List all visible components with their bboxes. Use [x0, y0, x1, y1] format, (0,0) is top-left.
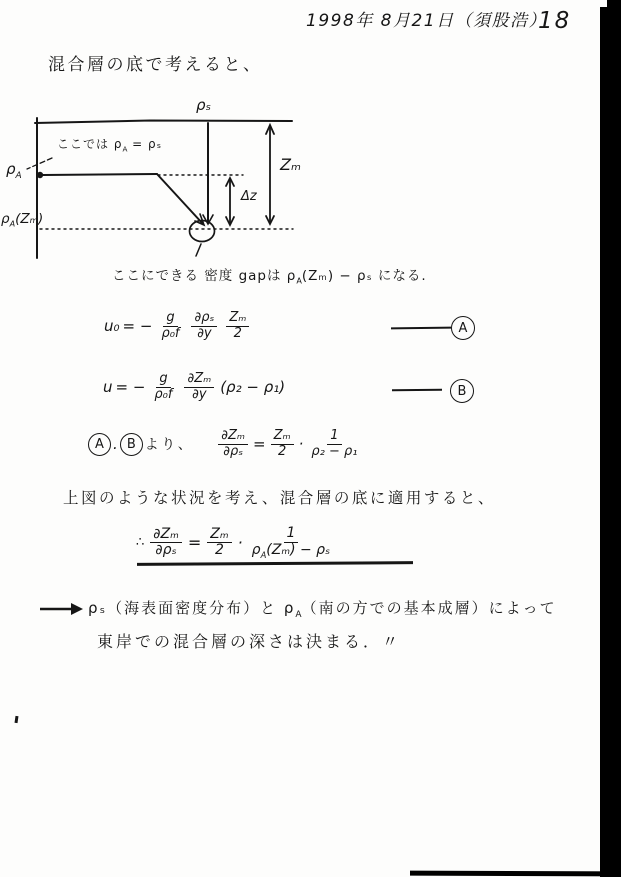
page-number: 18 [538, 8, 572, 34]
mixed-layer-diagram [0, 90, 320, 270]
fraction: $\frac{\text{∂Zₘ}}{\text{∂ρₛ}}$ [150, 527, 182, 559]
eqA-lhs: u₀ [104, 317, 120, 336]
fraction: $\frac{\text{∂ρₛ}}{\partial y}$ [191, 311, 217, 341]
arrow-icon [38, 600, 84, 618]
final-equation-underline [137, 561, 413, 566]
zm-arrow [266, 125, 274, 224]
eqB-lhs: u [103, 378, 113, 397]
reference-line-A [391, 327, 451, 330]
conclusion-line-2: 東岸での混合層の深さは決まる．〃 [97, 632, 402, 651]
fraction: $\frac{g}{\text{ρ₀f}}$ [154, 371, 173, 402]
date-header: 1998年 8月21日（須股浩） [306, 11, 548, 31]
highlight-tick [196, 244, 201, 256]
equals: = [253, 435, 266, 454]
fraction: $\frac{\text{∂Zₘ}}{\text{∂ρₛ}}$ [218, 429, 248, 459]
multiplication-dot: · [298, 435, 304, 454]
final-equation [136, 526, 336, 560]
final-denominator: $\rho_A(Z_m) - \rho_s$ [251, 541, 331, 560]
fraction: $\frac{1}{\text{ρ₂ − ρ₁}}$ [311, 428, 358, 459]
multiplication-dot: · [237, 533, 243, 553]
rho-A-label: $\rho_A$ [6, 160, 22, 181]
stray-ink-mark [15, 716, 19, 723]
therefore-sign: ∴ [136, 535, 145, 551]
diagram-annotation: ここでは $\rho_A = \rho_s$ [57, 137, 163, 154]
circled-A: A [88, 433, 111, 456]
eqB-rel: = − [115, 378, 146, 397]
rho-A-zm-label: $\rho_A(Z_m)$ [1, 211, 44, 229]
eqA-rel: = − [122, 317, 153, 336]
fraction: $\frac{\text{Zₘ}}{2}$ [207, 527, 231, 559]
sea-surface-line [35, 121, 292, 124]
derivation-line [88, 429, 363, 459]
yori-text: より、 [144, 437, 195, 454]
scan-edge-band-right [600, 0, 621, 877]
equation-A [104, 311, 252, 341]
diagonal-line [157, 174, 203, 224]
circled-B: B [450, 379, 474, 403]
eqB-tail: (ρ₂ − ρ₁) [220, 378, 286, 397]
conclusion-line-1: ρₛ（海表面密度分布）と $\rho_A$（南の方での基本成層）によって [88, 599, 557, 620]
reference-line-B [392, 389, 442, 392]
fraction: $\frac{\text{Zₘ}}{2}$ [271, 429, 294, 459]
scan-edge-band-bottom [410, 871, 621, 877]
fraction: $\frac{\text{∂Zₘ}}{\partial y}$ [184, 372, 214, 402]
separator: . [113, 435, 118, 454]
fraction: $\frac{g}{\text{ρ₀f}}$ [161, 310, 180, 341]
zm-label: Zₘ [280, 155, 301, 174]
intro-line: 混合層の底で考えると、 [48, 55, 263, 75]
fraction: $\frac{\text{Zₘ}}{2}$ [226, 311, 249, 341]
delta-z-arrow [226, 178, 234, 225]
circled-A: A [451, 316, 475, 340]
equals: = [187, 533, 202, 553]
equation-B [103, 372, 285, 402]
situation-sentence: 上図のような状況を考え、混合層の底に適用すると、 [63, 489, 496, 507]
circled-B: B [120, 433, 143, 456]
delta-z-label: Δz [241, 189, 257, 204]
fraction: $\frac{1}{\rho_A(Z_m) - \rho_s}$ [249, 526, 334, 560]
rho-s-label: ρₛ [196, 96, 212, 114]
rho-A-horizontal-line [43, 174, 157, 175]
density-gap-caption: ここにできる 密度 gapは $\rho_A(Z_m) - \rho_s$ になる. [112, 268, 427, 286]
annotation-leader-line [27, 158, 52, 169]
scan-edge-notch [600, 0, 607, 7]
